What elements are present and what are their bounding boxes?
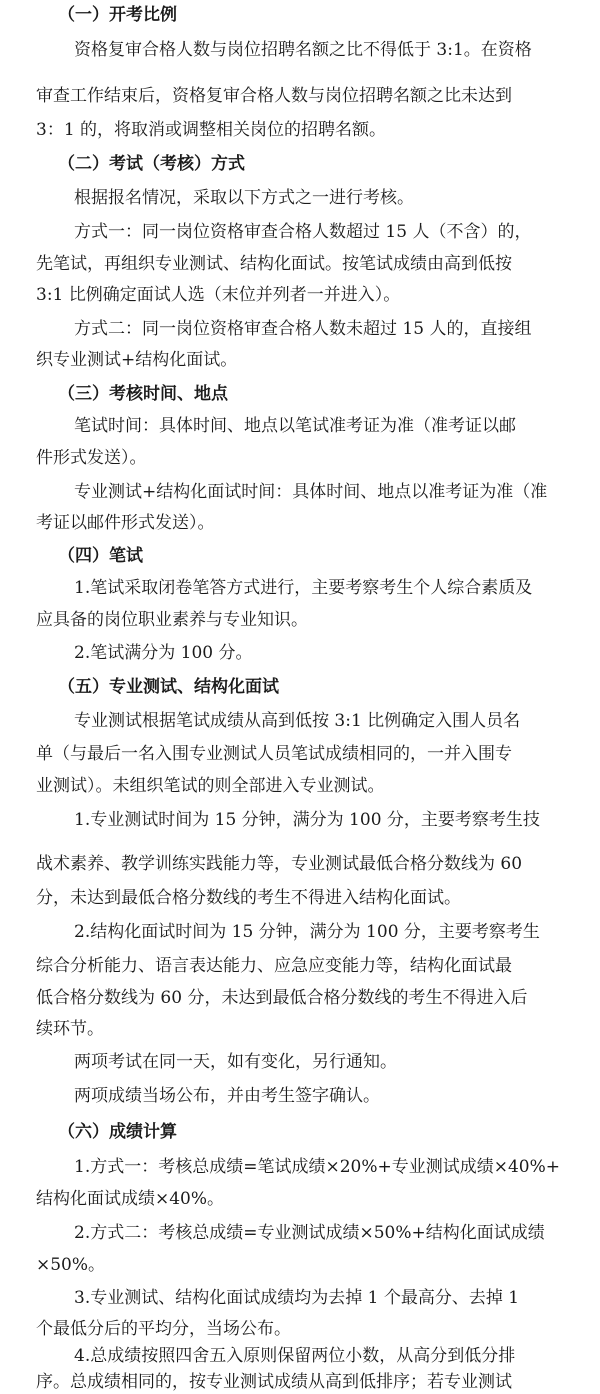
paragraph-line: 单（与最后一名入围专业测试人员笔试成绩相同的，一并入围专: [36, 744, 512, 764]
paragraph-line: 织专业测试+结构化面试。: [36, 350, 238, 370]
section-heading-6: （六）成绩计算: [58, 1122, 177, 1142]
paragraph-line: 分，未达到最低合格分数线的考生不得进入结构化面试。: [36, 888, 461, 908]
paragraph-line: 方式二：同一岗位资格审查合格人数未超过 15 人的，直接组: [74, 319, 532, 339]
paragraph-line: 先笔试，再组织专业测试、结构化面试。按笔试成绩由高到低按: [36, 254, 512, 274]
paragraph-line: 专业测试+结构化面试时间：具体时间、地点以准考证为准（准: [74, 482, 548, 502]
paragraph-line: 资格复审合格人数与岗位招聘名额之比不得低于 3:1。在资格: [74, 40, 532, 60]
paragraph-line: 1.方式一：考核总成绩=笔试成绩×20%+专业测试成绩×40%+: [74, 1157, 561, 1177]
paragraph-line: 两项考试在同一天，如有变化，另行通知。: [74, 1052, 397, 1072]
paragraph-line: 两项成绩当场公布，并由考生签字确认。: [74, 1086, 380, 1106]
paragraph-line: ×50%。: [36, 1255, 106, 1275]
paragraph-line: 2.笔试满分为 100 分。: [74, 643, 253, 663]
paragraph-line: 方式一：同一岗位资格审查合格人数超过 15 人（不含）的，: [74, 222, 532, 242]
paragraph-line: 战术素养、教学训练实践能力等，专业测试最低合格分数线为 60: [36, 854, 523, 874]
paragraph-line: 4.总成绩按照四舍五入原则保留两位小数，从高分到低分排: [74, 1346, 516, 1366]
section-heading-5: （五）专业测试、结构化面试: [58, 677, 279, 697]
paragraph-line: 应具备的岗位职业素养与专业知识。: [36, 610, 308, 630]
paragraph-line: 3.专业测试、结构化面试成绩均为去掉 1 个最高分、去掉 1: [74, 1288, 520, 1308]
paragraph-line: 结构化面试成绩×40%。: [36, 1189, 225, 1209]
paragraph-line: 件形式发送）。: [36, 448, 147, 468]
paragraph-line: 1.笔试采取闭卷笔答方式进行，主要考察考生个人综合素质及: [74, 578, 533, 598]
paragraph-line: 考证以邮件形式发送）。: [36, 513, 215, 533]
paragraph-line: 3：1 的，将取消或调整相关岗位的招聘名额。: [36, 120, 387, 140]
paragraph-line: 个最低分后的平均分，当场公布。: [36, 1319, 291, 1339]
paragraph-line: 审查工作结束后，资格复审合格人数与岗位招聘名额之比未达到: [36, 86, 512, 106]
paragraph-line: 综合分析能力、语言表达能力、应急应变能力等，结构化面试最: [36, 956, 512, 976]
paragraph-line: 续环节。: [36, 1019, 104, 1039]
paragraph-line: 2.结构化面试时间为 15 分钟，满分为 100 分，主要考察考生: [74, 922, 540, 942]
section-heading-1: （一）开考比例: [58, 5, 177, 25]
section-heading-4: （四）笔试: [58, 546, 143, 566]
paragraph-line: 专业测试根据笔试成绩从高到低按 3:1 比例确定入围人员名: [74, 711, 521, 731]
paragraph-line: 低合格分数线为 60 分，未达到最低合格分数线的考生不得进入后: [36, 988, 528, 1008]
paragraph-line: 根据报名情况，采取以下方式之一进行考核。: [74, 188, 414, 208]
paragraph-line: 笔试时间：具体时间、地点以笔试准考证为准（准考证以邮: [74, 416, 516, 436]
paragraph-line: 序。总成绩相同的，按专业测试成绩从高到低排序；若专业测试: [36, 1372, 512, 1392]
section-heading-3: （三）考核时间、地点: [58, 384, 228, 404]
paragraph-line: 3:1 比例确定面试人选（末位并列者一并进入）。: [36, 285, 401, 305]
paragraph-line: 2.方式二：考核总成绩=专业测试成绩×50%+结构化面试成绩: [74, 1223, 545, 1243]
section-heading-2: （二）考试（考核）方式: [58, 154, 245, 174]
paragraph-line: 1.专业测试时间为 15 分钟，满分为 100 分，主要考察考生技: [74, 810, 540, 830]
paragraph-line: 业测试）。未组织笔试的则全部进入专业测试。: [36, 776, 385, 796]
